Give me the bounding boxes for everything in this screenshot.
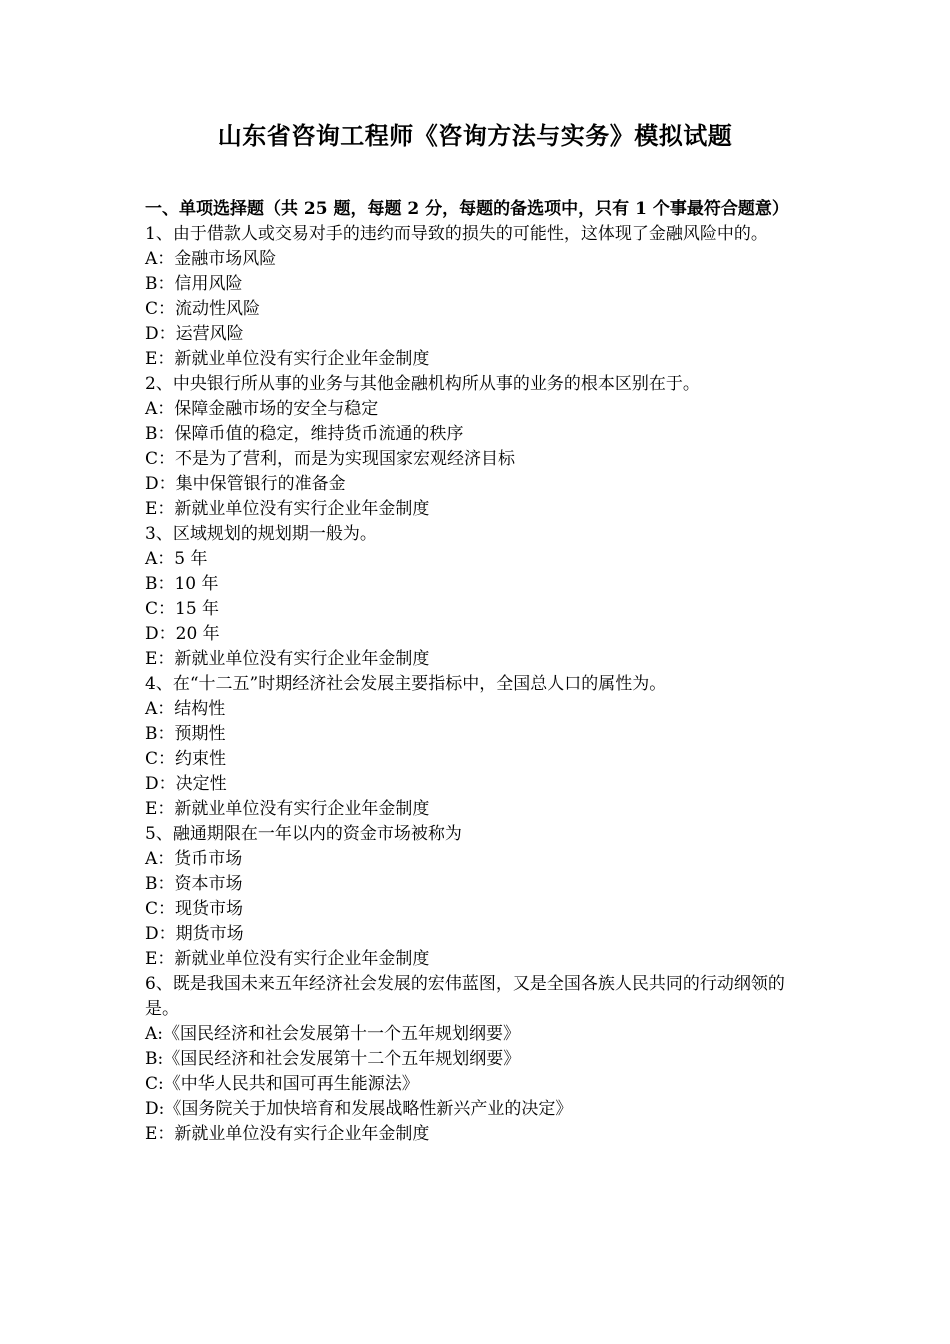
question-1: [145, 222, 810, 372]
option-b: B:《国民经济和社会发展第十二个五年规划纲要》: [145, 1049, 521, 1069]
option-c: C：约束性: [145, 749, 227, 769]
document-body: [145, 197, 810, 1147]
option-a: A：5 年: [145, 549, 208, 569]
question-stem: 6、既是我国未来五年经济社会发展的宏伟蓝图，又是全国各族人民共同的行动纲领的是。: [145, 974, 785, 1019]
option-b: B：10 年: [145, 574, 219, 594]
option-a: A：货币市场: [145, 849, 243, 869]
option-a: A：保障金融市场的安全与稳定: [145, 399, 379, 419]
question-2: [145, 372, 810, 522]
option-e: E：新就业单位没有实行企业年金制度: [145, 1124, 430, 1144]
option-b: B：资本市场: [145, 874, 243, 894]
question-stem: 1、由于借款人或交易对手的违约而导致的损失的可能性，这体现了金融风险中的。: [145, 224, 768, 244]
option-e: E：新就业单位没有实行企业年金制度: [145, 799, 430, 819]
option-a: A:《国民经济和社会发展第十一个五年规划纲要》: [145, 1024, 521, 1044]
option-d: D：决定性: [145, 774, 227, 794]
option-c: C：15 年: [145, 599, 220, 619]
option-d: D：集中保管银行的准备金: [145, 474, 346, 494]
option-d: D:《国务院关于加快培育和发展战略性新兴产业的决定》: [145, 1099, 573, 1119]
option-b: B：预期性: [145, 724, 226, 744]
option-b: B：信用风险: [145, 274, 243, 294]
option-b: B：保障币值的稳定，维持货币流通的秩序: [145, 424, 464, 444]
question-6: [145, 972, 810, 1147]
question-stem: 3、区域规划的规划期一般为。: [145, 524, 377, 544]
option-e: E：新就业单位没有实行企业年金制度: [145, 649, 430, 669]
option-c: C：不是为了营利，而是为实现国家宏观经济目标: [145, 449, 516, 469]
option-d: D：期货市场: [145, 924, 244, 944]
question-stem: 4、在“十二五”时期经济社会发展主要指标中，全国总人口的属性为。: [145, 674, 667, 694]
option-c: C:《中华人民共和国可再生能源法》: [145, 1074, 419, 1094]
option-d: D：运营风险: [145, 324, 244, 344]
question-stem: 2、中央银行所从事的业务与其他金融机构所从事的业务的根本区别在于。: [145, 374, 700, 394]
option-c: C：流动性风险: [145, 299, 261, 319]
option-d: D：20 年: [145, 624, 220, 644]
option-a: A：金融市场风险: [145, 249, 277, 269]
question-3: [145, 522, 810, 672]
section-heading: 一、单项选择题（共 25 题，每题 2 分，每题的备选项中，只有 1 个事最符合题意）: [145, 199, 789, 219]
option-a: A：结构性: [145, 699, 226, 719]
option-e: E：新就业单位没有实行企业年金制度: [145, 949, 430, 969]
question-stem: 5、融通期限在一年以内的资金市场被称为: [145, 824, 462, 844]
document-title: 山东省咨询工程师《咨询方法与实务》模拟试题: [217, 121, 733, 150]
question-5: [145, 822, 810, 972]
option-e: E：新就业单位没有实行企业年金制度: [145, 349, 430, 369]
option-e: E：新就业单位没有实行企业年金制度: [145, 499, 430, 519]
option-c: C：现货市场: [145, 899, 244, 919]
question-4: [145, 672, 810, 822]
